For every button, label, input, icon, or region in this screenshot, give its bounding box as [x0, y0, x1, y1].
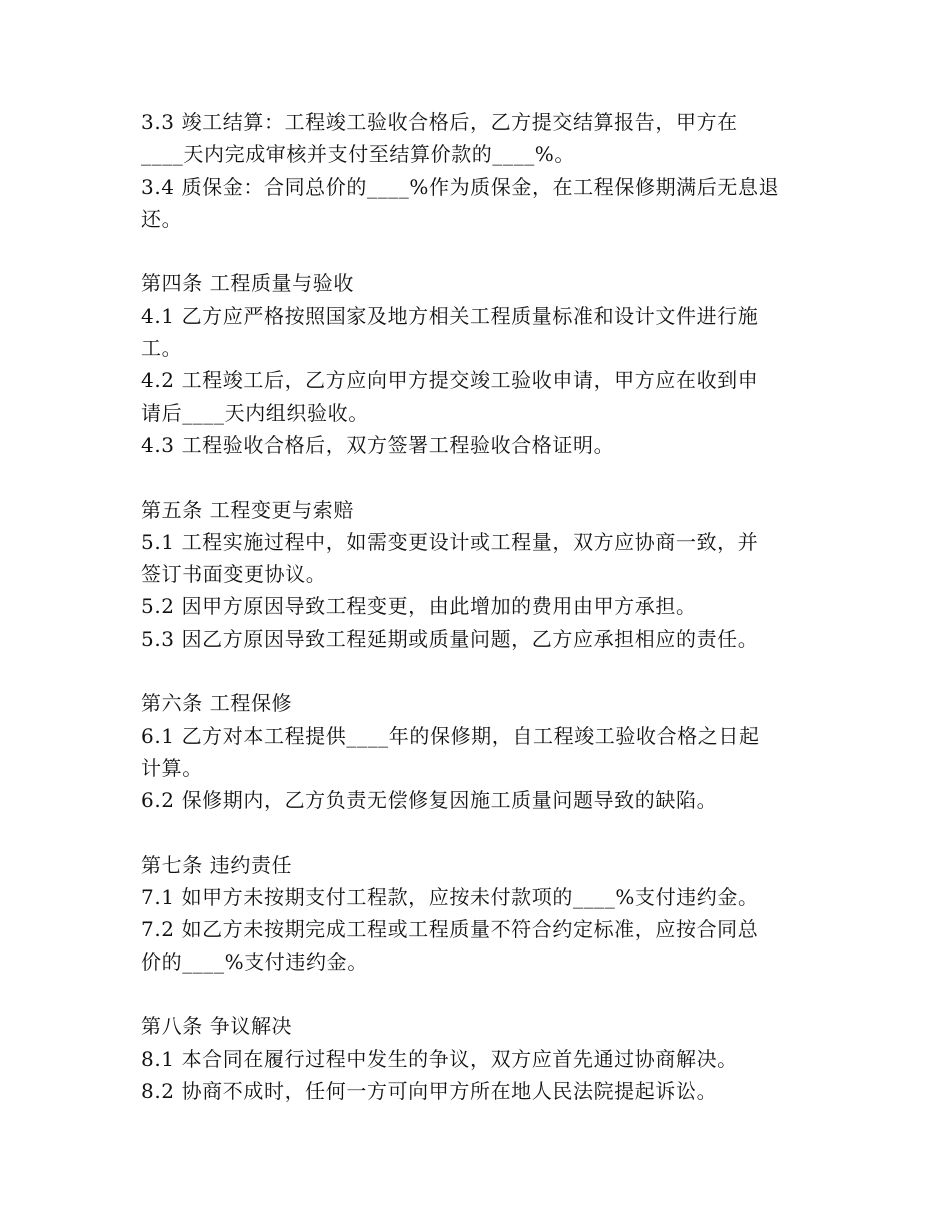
- text-line: 请后____天内组织验收。: [141, 400, 369, 425]
- text-line: 还。: [141, 206, 183, 231]
- text-line: 工。: [141, 336, 183, 361]
- section-heading: 第六条 工程保修: [141, 691, 293, 716]
- text-line: 4.1 乙方应严格按照国家及地方相关工程质量标准和设计文件进行施: [141, 303, 759, 328]
- text-line: 6.1 乙方对本工程提供____年的保修期，自工程竣工验收合格之日起: [141, 723, 760, 748]
- section-heading: 第五条 工程变更与索赔: [141, 497, 354, 522]
- blank-line: [141, 235, 816, 267]
- text-line: 签订书面变更协议。: [141, 562, 327, 587]
- blank-line: [141, 655, 816, 687]
- text-line: 8.2 协商不成时，任何一方可向甲方所在地人民法院提起诉讼。: [141, 1078, 718, 1103]
- blank-line: [141, 817, 816, 849]
- section-heading: 第四条 工程质量与验收: [141, 271, 354, 296]
- text-line: 6.2 保修期内，乙方负责无偿修复因施工质量问题导致的缺陷。: [141, 788, 718, 813]
- text-line: 4.3 工程验收合格后，双方签署工程验收合格证明。: [141, 432, 615, 457]
- text-line: 计算。: [141, 755, 203, 780]
- text-line: 3.4 质保金：合同总价的____%作为质保金，在工程保修期满后无息退: [141, 174, 780, 199]
- text-line: ____天内完成审核并支付至结算价款的____%。: [141, 142, 576, 167]
- contract-text: [141, 106, 816, 1107]
- text-line: 3.3 竣工结算：工程竣工验收合格后，乙方提交结算报告，甲方在: [141, 110, 738, 134]
- text-line: 8.1 本合同在履行过程中发生的争议，双方应首先通过协商解决。: [141, 1046, 738, 1071]
- text-line: 7.1 如甲方未按期支付工程款，应按未付款项的____%支付违约金。: [141, 885, 759, 910]
- text-line: 7.2 如乙方未按期完成工程或工程质量不符合约定标准，应按合同总: [141, 917, 759, 942]
- section-heading: 第七条 违约责任: [141, 852, 293, 877]
- blank-line: [141, 978, 816, 1010]
- text-line: 价的____%支付违约金。: [141, 949, 368, 974]
- text-line: 5.1 工程实施过程中，如需变更设计或工程量，双方应协商一致，并: [141, 529, 759, 554]
- blank-line: [141, 461, 816, 493]
- text-line: 5.2 因甲方原因导致工程变更，由此增加的费用由甲方承担。: [141, 594, 697, 619]
- text-line: 4.2 工程竣工后，乙方应向甲方提交竣工验收申请，甲方应在收到申: [141, 368, 759, 393]
- section-heading: 第八条 争议解决: [141, 1014, 293, 1039]
- text-line: 5.3 因乙方原因导致工程延期或质量问题，乙方应承担相应的责任。: [141, 626, 759, 651]
